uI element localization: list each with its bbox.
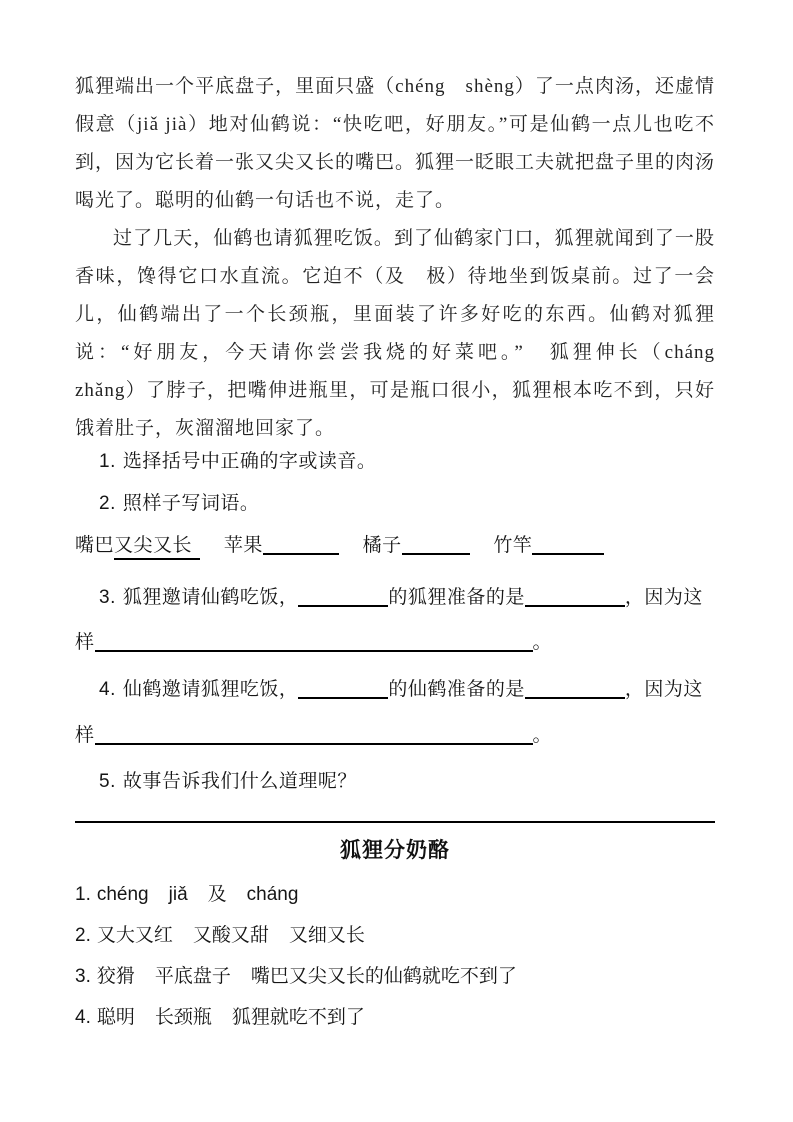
answer-number: 3. (75, 966, 91, 987)
answer-row-1 (75, 885, 715, 905)
fill-blank (95, 636, 533, 652)
answer-part: jiǎ (168, 884, 188, 905)
fill-blank (298, 591, 388, 607)
question-3-text-3: ，因为这 (624, 587, 703, 608)
word-item-label: 竹竿 (493, 535, 533, 556)
question-3-line2 (75, 633, 715, 653)
question-4-period: 。 (532, 725, 553, 746)
fill-blank (95, 729, 533, 745)
question-2-number: 2. (99, 493, 116, 514)
question-5-number: 5. (99, 771, 116, 792)
answer-part: chéng (96, 884, 149, 905)
example-word-underlined: 又尖又长 (114, 536, 200, 560)
answer-part: 聪明 (96, 1007, 135, 1028)
question-3-text-4: 样 (75, 632, 95, 653)
question-4-line1 (75, 680, 715, 700)
story-passage (75, 68, 736, 448)
answer-number: 2. (75, 925, 91, 946)
question-1-number: 1. (99, 451, 116, 472)
question-3-period: 。 (532, 632, 553, 653)
fill-blank (263, 539, 339, 555)
answer-number: 1. (75, 884, 91, 905)
answer-part: 狡猾 (96, 966, 135, 987)
question-2 (75, 494, 715, 514)
question-3-line1 (75, 588, 715, 608)
question-5 (75, 772, 715, 792)
question-4-text-2: 的仙鹤准备的是 (388, 679, 525, 700)
answer-part: 又大又红 (96, 925, 173, 946)
question-list (75, 452, 715, 792)
word-item-orange (363, 535, 470, 556)
answer-part: cháng (246, 884, 299, 905)
answer-row-3 (75, 967, 715, 987)
story-paragraph-2: 过了几天，仙鹤也请狐狸吃饭。到了仙鹤家门口，狐狸就闻到了一股香味，馋得它口水直流。它迫不（及 极）待地坐到饭桌前。过了一会儿，仙鹤端出了一个长颈瓶，里面装了许多好吃的东西。仙鹤对狐狸说：“好朋友，今天请你尝尝我烧的好菜吧。” 狐狸伸长（cháng zhǎng）了脖子，把嘴伸进瓶里，可是瓶口很小，狐狸根本吃不到，只好饿着肚子，灰溜溜地回家了。 (75, 228, 736, 439)
question-4-text-1: 仙鹤邀请狐狸吃饭， (122, 679, 299, 700)
question-3-text-2: 的狐狸准备的是 (388, 587, 525, 608)
word-item-bamboo-pole (493, 535, 604, 556)
question-4-line2 (75, 726, 715, 746)
example-word (75, 535, 200, 556)
word-item-apple (224, 535, 339, 556)
question-3-number: 3. (99, 587, 116, 608)
question-5-text: 故事告诉我们什么道理呢？ (122, 771, 357, 792)
question-4-text-4: 样 (75, 725, 95, 746)
word-item-label: 橘子 (362, 535, 402, 556)
question-2-word-row (75, 536, 715, 560)
answer-key-title: 狐狸分奶酪 (340, 839, 450, 862)
fill-blank (298, 683, 388, 699)
question-3-text-1: 狐狸邀请仙鹤吃饭， (122, 587, 299, 608)
example-word-prefix: 嘴巴 (75, 535, 115, 556)
answer-row-2 (75, 926, 715, 946)
question-4-number: 4. (99, 679, 116, 700)
fill-blank (525, 683, 625, 699)
question-4-text-3: ，因为这 (624, 679, 703, 700)
fill-blank (532, 539, 604, 555)
section-divider (75, 821, 715, 823)
answer-key-list (75, 885, 715, 1028)
question-1 (75, 452, 715, 472)
question-1-text: 选择括号中正确的字或读音。 (122, 451, 377, 472)
fill-blank (402, 539, 470, 555)
fill-blank (525, 591, 625, 607)
question-2-text: 照样子写词语。 (122, 493, 260, 514)
story-paragraph-1: 狐狸端出一个平底盘子，里面只盛（chéng shèng）了一点肉汤，还虚情假意（jiǎ jià）地对仙鹤说：“快吃吧，好朋友。”可是仙鹤一点儿也吃不到，因为它长着一张又尖又长的嘴巴。狐狸一眨眼工夫就把盘子里的肉汤喝光了。聪明的仙鹤一句话也不说，走了。 (75, 76, 716, 211)
answer-part: 嘴巴又尖又长的仙鹤就吃不到了 (250, 966, 517, 987)
answer-part: 又细又长 (288, 925, 365, 946)
answer-part: 及 (207, 884, 227, 905)
answer-part: 长颈瓶 (154, 1007, 212, 1028)
answer-part: 狐狸就吃不到了 (231, 1007, 365, 1028)
word-item-label: 苹果 (223, 535, 263, 556)
answer-part: 平底盘子 (154, 966, 231, 987)
answer-number: 4. (75, 1007, 91, 1028)
answer-row-4 (75, 1008, 715, 1028)
answer-part: 又酸又甜 (192, 925, 269, 946)
